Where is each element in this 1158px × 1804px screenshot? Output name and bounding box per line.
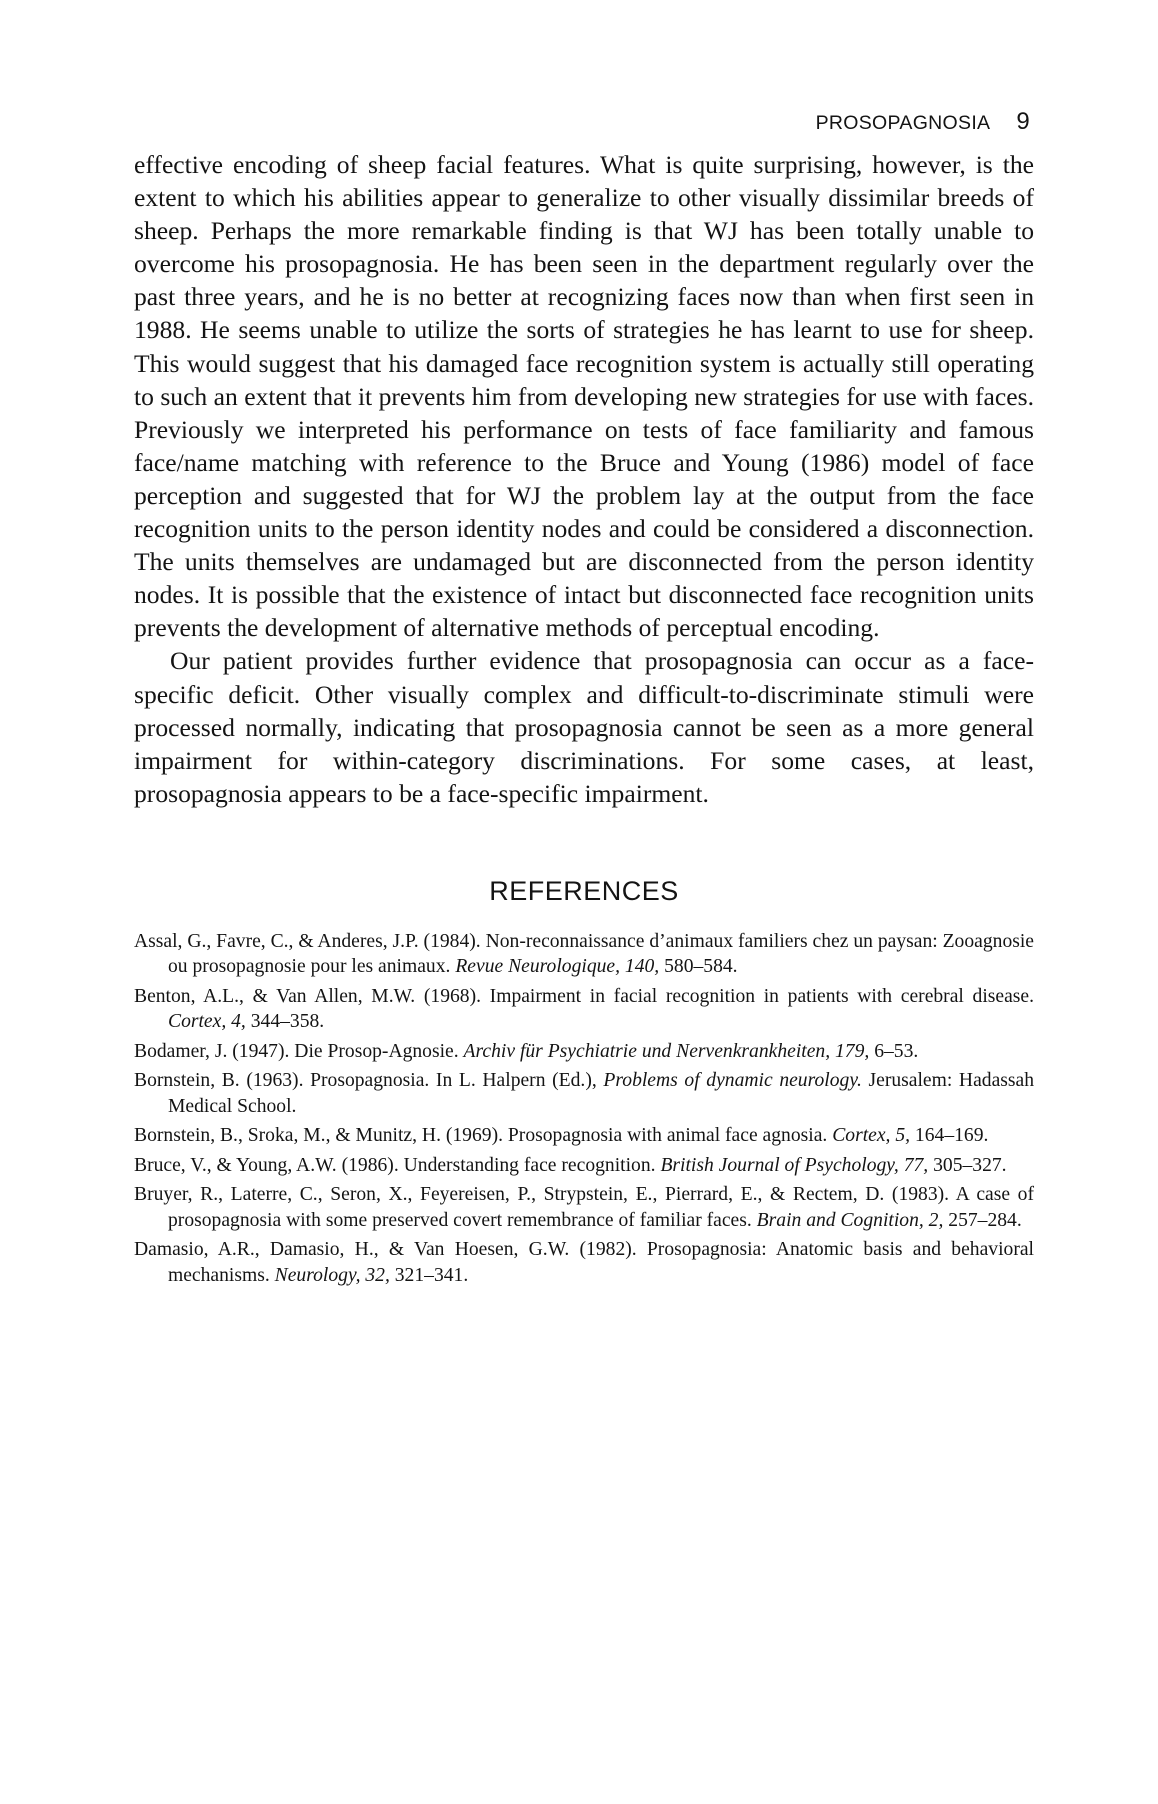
reference-venue: Revue Neurologique, 140,	[455, 956, 660, 978]
reference-pages: 6–53.	[869, 1040, 919, 1062]
body-paragraph: effective encoding of sheep facial features. What is quite surprising, however, is the extent to which his abilities appear to generalize to other visually dissimilar breeds of sheep. Perhaps the more remarkable finding is that WJ has been totally unable to overcome his prosopagnosia. He has been seen in the department regularly over the past three years, and he is no better at recognizing faces now than when first seen in 1988. He seems unable to utilize the sorts of strategies he has learnt to use for sheep. This would suggest that his damaged face recognition system is actually still operating to such an extent that it prevents him from developing new strategies for use with faces. Previously we interpreted his performance on tests of face familiarity and famous face/name matching with reference to the Bruce and Young (1986) model of face perception and suggested that for WJ the problem lay at the output from the face recognition units to the person identity nodes and could be considered a disconnection. The units themselves are undamaged but are disconnected from the person identity nodes. It is possible that the existence of intact but disconnected face recognition units prevents the development of alternative methods of perceptual encoding.	[134, 150, 1034, 643]
reference-entry	[134, 1039, 1034, 1065]
running-head	[134, 108, 1034, 148]
reference-pages: Jerusalem: Hadassah Medical School.	[168, 1070, 1035, 1117]
body-paragraph: Our patient provides further evidence that prosopagnosia can occur as a face-specific deficit. Other visually complex and difficult-to-discriminate stimuli were processed normally, indicating that prosopagnosia cannot be seen as a more general impairment for within-category discriminations. For some cases, at least, prosopagnosia appears to be a face-specific impairment.	[134, 646, 1034, 808]
body-text	[134, 148, 1034, 810]
references-heading: REFERENCES	[489, 875, 679, 906]
page-number: 9	[1016, 108, 1030, 135]
reference-venue: Cortex, 4,	[168, 1011, 246, 1033]
reference-entry	[134, 984, 1034, 1035]
reference-pages: 580–584.	[659, 956, 738, 978]
reference-venue: Archiv für Psychiatrie und Nervenkrankheiten, 179,	[463, 1040, 870, 1062]
reference-pages: 257–284.	[943, 1209, 1022, 1231]
reference-entry	[134, 1068, 1034, 1119]
reference-text: Bornstein, B., Sroka, M., & Munitz, H. (1969). Prosopagnosia with animal face agnosia.	[134, 1125, 833, 1147]
reference-text: Benton, A.L., & Van Allen, M.W. (1968). Impairment in facial recognition in patients with cerebral disease.	[134, 985, 1034, 1007]
reference-pages: 344–358.	[245, 1011, 325, 1033]
reference-text: Bruyer, R., Laterre, C., Seron, X., Feyereisen, P., Strypstein, E., Pierrard, E., & Rectem, D. (1983). A case of prosopagnosia with some preserved covert remembrance of familiar faces.	[134, 1184, 1034, 1231]
reference-entry	[134, 1153, 1034, 1179]
reference-venue: Problems of dynamic neurology.	[603, 1070, 862, 1092]
reference-venue: Neurology, 32,	[274, 1264, 390, 1286]
reference-pages: 305–327.	[928, 1154, 1007, 1176]
reference-venue: British Journal of Psychology, 77,	[660, 1154, 929, 1176]
reference-entry	[134, 1182, 1034, 1233]
reference-pages: 164–169.	[910, 1125, 989, 1147]
reference-venue: Cortex, 5,	[832, 1125, 911, 1147]
reference-entry	[134, 1237, 1034, 1288]
reference-text: Assal, G., Favre, C., & Anderes, J.P. (1984). Non-reconnaissance d’animaux familiers chez un paysan: Zooagnosie ou prosopagnosie pour les animaux.	[134, 930, 1035, 978]
paper-page	[134, 108, 1034, 1292]
reference-text: Bruce, V., & Young, A.W. (1986). Understanding face recognition.	[134, 1154, 661, 1176]
reference-text: Bodamer, J. (1947). Die Prosop-Agnosie.	[134, 1040, 464, 1062]
reference-pages: 321–341.	[389, 1264, 469, 1286]
reference-text: Damasio, A.R., Damasio, H., & Van Hoesen, G.W. (1982). Prosopagnosia: Anatomic basis and behavioral mechanisms.	[134, 1239, 1034, 1286]
reference-list	[134, 929, 1034, 1289]
reference-entry	[134, 1123, 1034, 1149]
reference-venue: Brain and Cognition, 2,	[756, 1209, 944, 1231]
running-head-title: PROSOPAGNOSIA	[815, 112, 991, 134]
reference-entry	[134, 929, 1034, 980]
reference-text: Bornstein, B. (1963). Prosopagnosia. In L. Halpern (Ed.),	[134, 1070, 604, 1092]
